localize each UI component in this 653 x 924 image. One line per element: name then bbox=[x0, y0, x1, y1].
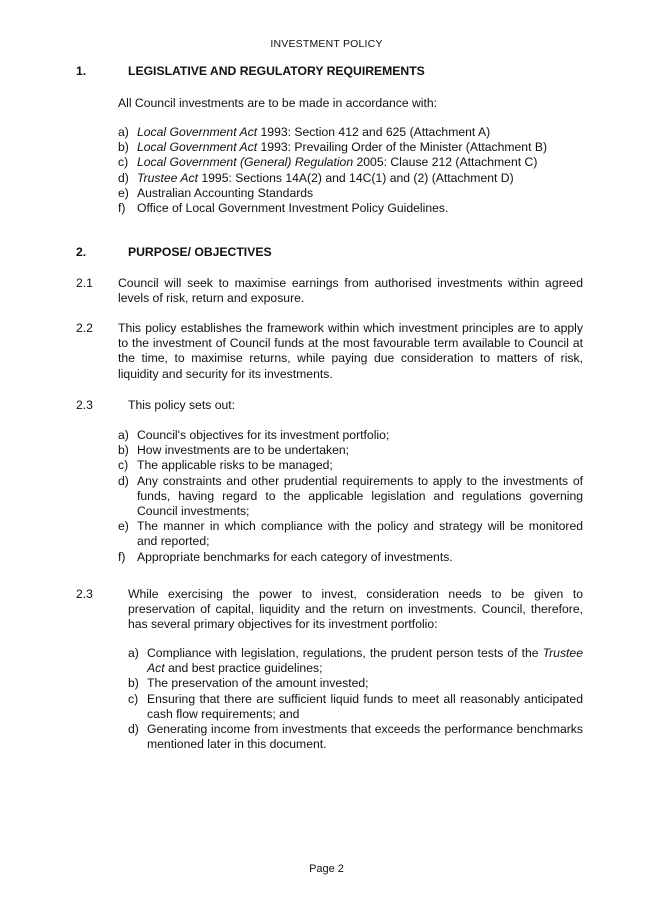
list-item-text: The preservation of the amount invested; bbox=[147, 676, 369, 691]
list-item bbox=[118, 125, 583, 140]
list-item bbox=[118, 155, 583, 170]
section-1-number: 1. bbox=[76, 64, 87, 78]
list-marker: d) bbox=[128, 722, 139, 737]
list-item-text: 1995: Sections 14A(2) and 14C(1) and (2) (Attachment D) bbox=[197, 170, 514, 185]
act-name: Local Government Act bbox=[137, 125, 258, 139]
list-item bbox=[128, 676, 583, 691]
list-item bbox=[118, 428, 583, 443]
list-item-text: Office of Local Government Investment Policy Guidelines. bbox=[137, 201, 449, 216]
section-1-title: LEGISLATIVE AND REGULATORY REQUIREMENTS bbox=[128, 64, 425, 78]
policy-scope-list bbox=[118, 428, 583, 565]
list-item-text: 2005: Clause 212 (Attachment C) bbox=[353, 155, 538, 170]
act-name: Local Government (General) Regulation bbox=[137, 155, 354, 170]
list-item-text: Generating income from investments that exceeds the performance benchmarks mentioned later in this document. bbox=[147, 722, 583, 752]
list-item bbox=[128, 722, 583, 752]
clause-2-2-number: 2.2 bbox=[76, 321, 93, 335]
section-2-title: PURPOSE/ OBJECTIVES bbox=[128, 245, 272, 259]
clause-2-1-text: Council will seek to maximise earnings from authorised investments within agreed levels of risk, return and exposure. bbox=[118, 276, 583, 306]
list-item bbox=[118, 186, 583, 201]
list-marker: a) bbox=[128, 646, 139, 660]
clause-2-2-text: This policy establishes the framework within which investment principles are to apply to the investment of Council funds at the most favourable term available to Council at the time, to maximise returns, while paying due consideration to matters of risk, liquidity and security for its investments. bbox=[118, 321, 583, 381]
list-marker: c) bbox=[118, 458, 129, 473]
list-marker: d) bbox=[118, 170, 129, 185]
clause-2-1-number: 2.1 bbox=[76, 276, 93, 290]
list-item-text: How investments are to be undertaken; bbox=[137, 443, 350, 458]
list-item-text: The manner in which compliance with the policy and strategy will be monitored and reported; bbox=[137, 519, 583, 549]
list-marker: d) bbox=[118, 473, 129, 488]
list-item bbox=[118, 201, 583, 216]
list-item-text: and best practice guidelines; bbox=[164, 661, 323, 676]
document-header: INVESTMENT POLICY bbox=[270, 38, 383, 50]
list-item-text: Compliance with legislation, regulations, the prudent person tests of the bbox=[147, 646, 543, 660]
list-item bbox=[118, 519, 583, 549]
list-marker: b) bbox=[118, 140, 129, 155]
list-item bbox=[118, 443, 583, 458]
list-marker: f) bbox=[118, 549, 126, 564]
list-item bbox=[128, 692, 583, 722]
list-marker: b) bbox=[118, 443, 129, 458]
list-item-text: The applicable risks to be managed; bbox=[137, 458, 333, 473]
list-marker: e) bbox=[118, 519, 129, 534]
list-marker: c) bbox=[118, 155, 129, 170]
clause-2-3-second-text: While exercising the power to invest, consideration needs to be given to preservation of capital, liquidity and the return on investments. Council, therefore, has several primary objectives for its investment portfolio: bbox=[128, 587, 583, 632]
section-1-intro: All Council investments are to be made in accordance with: bbox=[118, 96, 438, 110]
list-marker: c) bbox=[128, 691, 139, 706]
list-marker: b) bbox=[128, 676, 139, 691]
list-item-text: Ensuring that there are sufficient liquid funds to meet all reasonably anticipated cash flow requirements; and bbox=[147, 691, 583, 721]
list-item-text: 1993: Prevailing Order of the Minister (Attachment B) bbox=[257, 140, 548, 155]
legislation-list bbox=[118, 125, 583, 216]
clause-2-3-text: This policy sets out: bbox=[128, 398, 236, 412]
list-item-text: Any constraints and other prudential requirements to apply to the investments of funds, having regard to the applicable legislation and regulations governing Council investments; bbox=[137, 473, 583, 519]
list-item-text: Council's objectives for its investment portfolio; bbox=[137, 428, 390, 442]
section-2-number: 2. bbox=[76, 245, 87, 259]
list-marker: e) bbox=[118, 185, 129, 200]
list-item bbox=[118, 474, 583, 520]
page-number: Page 2 bbox=[309, 863, 344, 875]
list-marker: a) bbox=[118, 125, 129, 139]
list-item-text: 1993: Section 412 and 625 (Attachment A) bbox=[257, 125, 491, 139]
list-item bbox=[118, 140, 583, 155]
act-name: Trustee Act bbox=[137, 170, 198, 185]
clause-2-3-number: 2.3 bbox=[76, 398, 93, 412]
list-item-text: Appropriate benchmarks for each category of investments. bbox=[137, 549, 453, 564]
list-item bbox=[118, 171, 583, 186]
list-item bbox=[118, 550, 583, 565]
list-item bbox=[118, 458, 583, 473]
list-item bbox=[128, 646, 583, 676]
clause-2-3-second-number: 2.3 bbox=[76, 587, 93, 601]
list-item-text: Australian Accounting Standards bbox=[137, 185, 314, 200]
objectives-list bbox=[128, 646, 583, 752]
act-name: Trustee Act bbox=[147, 646, 583, 676]
list-marker: f) bbox=[118, 201, 126, 216]
list-marker: a) bbox=[118, 428, 129, 442]
act-name: Local Government Act bbox=[137, 140, 258, 155]
